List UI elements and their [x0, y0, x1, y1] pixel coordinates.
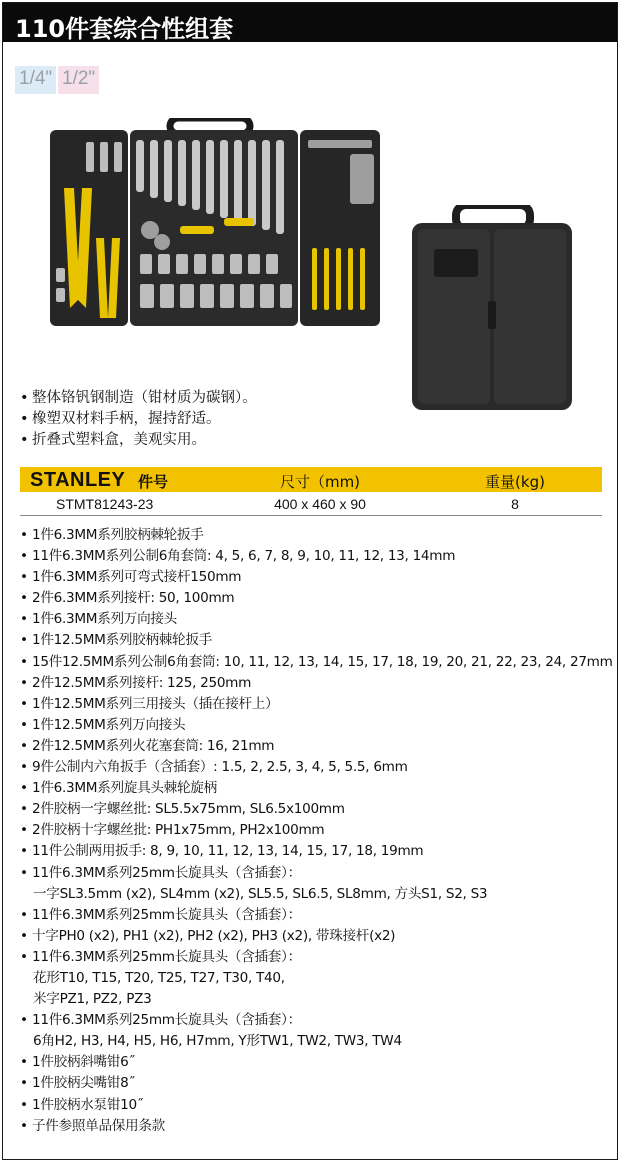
list-item-text: 一字SL3.5mm (x2), SL4mm (x2), SL5.5, SL6.5, SL8mm, 方头S1, S2, S3 [33, 885, 488, 902]
bullet: • [20, 432, 29, 448]
list-item [20, 863, 610, 884]
spec-table-header [20, 467, 602, 492]
list-item-text: 2件胶柄一字螺丝批: SL5.5x75mm, SL6.5x100mm [32, 801, 345, 818]
bullet: • [20, 674, 28, 691]
bullet: • [20, 864, 28, 881]
list-item [20, 673, 610, 694]
list-item-text: 1件胶柄尖嘴钳8˝ [32, 1075, 135, 1092]
list-item-text: 11件公制两用扳手: 8, 9, 10, 11, 12, 13, 14, 15, 17, 18, 19mm [32, 843, 424, 860]
open-tool-case-image [50, 118, 380, 330]
list-item-text: 11件6.3MM系列25mm长旋具头（含插套）： [32, 864, 301, 881]
list-item [20, 778, 610, 799]
list-item [20, 1010, 610, 1031]
list-item [20, 694, 610, 715]
bullet: • [20, 780, 28, 797]
list-item [20, 652, 613, 673]
list-item-text: 2件胶柄十字螺丝批: PH1x75mm, PH2x100mm [32, 822, 325, 839]
part-number-cell: STMT81243-23 [56, 496, 154, 512]
table-row [20, 492, 602, 516]
stanley-logo: STANLEY [30, 469, 126, 491]
list-item [20, 736, 610, 757]
parts-list [20, 525, 613, 1137]
list-item-text: 花形T10, T15, T20, T25, T27, T30, T40, [33, 969, 285, 986]
list-item-text: 1件6.3MM系列旋具头棘轮旋柄 [32, 780, 217, 797]
list-item-text: 11件6.3MM系列25mm长旋具头（含插套）： [32, 948, 301, 965]
list-item [20, 926, 610, 947]
list-item [20, 968, 610, 989]
bullet: • [20, 716, 28, 733]
list-item [20, 1073, 610, 1094]
drive-size-half-badge: 1/2" [58, 66, 99, 94]
closed-tool-case-image [412, 205, 572, 410]
bullet: • [20, 653, 28, 670]
bullet: • [20, 1075, 28, 1092]
spec-table [20, 467, 602, 516]
bullet: • [20, 1012, 28, 1029]
bullet: • [20, 590, 28, 607]
list-item-text: 十字PH0 (x2), PH1 (x2), PH2 (x2), PH3 (x2), 带珠接杆(x2) [32, 927, 396, 944]
list-item [20, 715, 610, 736]
header-weight: 重量(kg) [485, 473, 545, 491]
list-item [20, 567, 610, 588]
list-item-text: 1件6.3MM系列胶柄棘轮扳手 [32, 527, 204, 543]
list-item-text: 1件胶柄斜嘴钳6˝ [32, 1054, 135, 1071]
feature-text: 橡塑双材料手柄，握持舒适。 [32, 411, 221, 427]
bullet: • [20, 801, 28, 818]
list-item [20, 525, 610, 546]
list-item [20, 989, 610, 1010]
list-item-text: 子件参照单品保用条款 [32, 1117, 165, 1134]
list-item [20, 1052, 610, 1073]
list-item [20, 947, 610, 968]
list-item-text: 15件12.5MM系列公制6角套筒: 10, 11, 12, 13, 14, 15, 17, 18, 19, 20, 21, 22, 23, 24, 27mm [32, 653, 613, 670]
bullet: • [20, 411, 29, 427]
list-item-text: 2件12.5MM系列接杆: 125, 250mm [32, 674, 252, 691]
list-item [20, 1116, 610, 1137]
list-item-text: 9件公制内六角扳手（含插套）: 1.5, 2, 2.5, 3, 4, 5, 5.5, 6mm [32, 759, 408, 776]
title-bar [3, 3, 617, 45]
bullet: • [20, 822, 28, 839]
list-item [20, 546, 610, 567]
list-item-text: 2件6.3MM系列接杆: 50, 100mm [32, 590, 235, 607]
list-item [20, 588, 610, 609]
bullet: • [20, 948, 28, 965]
weight-cell: 8 [511, 496, 519, 512]
list-item [20, 841, 610, 862]
list-item-text: 1件12.5MM系列万向接头 [32, 716, 186, 733]
bullet: • [20, 632, 28, 649]
list-item-text: 1件胶柄水泵钳10˝ [32, 1096, 144, 1113]
list-item-text: 米字PZ1, PZ2, PZ3 [33, 991, 152, 1008]
bullet: • [20, 695, 28, 712]
list-item [20, 1031, 610, 1052]
bullet: • [20, 611, 28, 628]
list-item [20, 799, 610, 820]
list-item [20, 1095, 610, 1116]
list-item-text: 1件6.3MM系列万向接头 [32, 611, 177, 628]
bullet: • [20, 390, 29, 406]
size-cell: 400 x 460 x 90 [274, 496, 366, 512]
bullet: • [20, 1117, 28, 1134]
list-item [20, 609, 610, 630]
feature-list [20, 388, 400, 451]
feature-item [20, 388, 400, 409]
bullet: • [20, 843, 28, 860]
list-item [20, 820, 610, 841]
feature-text: 整体铬钒钢制造（钳材质为碳钢）。 [32, 390, 257, 406]
list-item-text: 2件12.5MM系列火花塞套筒: 16, 21mm [32, 737, 275, 754]
header-size: 尺寸（mm) [279, 473, 361, 491]
list-item-text: 6角H2, H3, H4, H5, H6, H7mm, Y形TW1, TW2, TW3, TW4 [33, 1033, 402, 1050]
list-item-text: 11件6.3MM系列25mm长旋具头（含插套）： [32, 1012, 301, 1029]
drive-size-quarter-badge: 1/4" [15, 66, 56, 94]
list-item-text: 1件12.5MM系列胶柄棘轮扳手 [32, 632, 212, 649]
list-item-text: 1件6.3MM系列可弯式接杆150mm [32, 569, 242, 586]
list-item-text: 1件12.5MM系列三用接头（插在接杆上） [32, 695, 279, 712]
page-title: 110件套综合性组套 [15, 15, 234, 43]
bullet: • [20, 737, 28, 754]
bullet: • [20, 527, 28, 543]
bullet: • [20, 759, 28, 776]
bullet: • [20, 1054, 28, 1071]
list-item [20, 630, 610, 651]
feature-text: 折叠式塑料盒，美观实用。 [32, 432, 206, 448]
bullet: • [20, 906, 28, 923]
bullet: • [20, 548, 28, 565]
feature-item [20, 430, 400, 451]
bullet: • [20, 1096, 28, 1113]
list-item-text: 11件6.3MM系列公制6角套筒: 4, 5, 6, 7, 8, 9, 10, 11, 12, 13, 14mm [32, 548, 456, 565]
list-item [20, 884, 610, 905]
bullet: • [20, 927, 28, 944]
header-part-number: 件号 [138, 473, 169, 491]
list-item [20, 905, 610, 926]
feature-item [20, 409, 400, 430]
bullet: • [20, 569, 28, 586]
list-item [20, 757, 610, 778]
list-item-text: 11件6.3MM系列25mm长旋具头（含插套）： [32, 906, 301, 923]
